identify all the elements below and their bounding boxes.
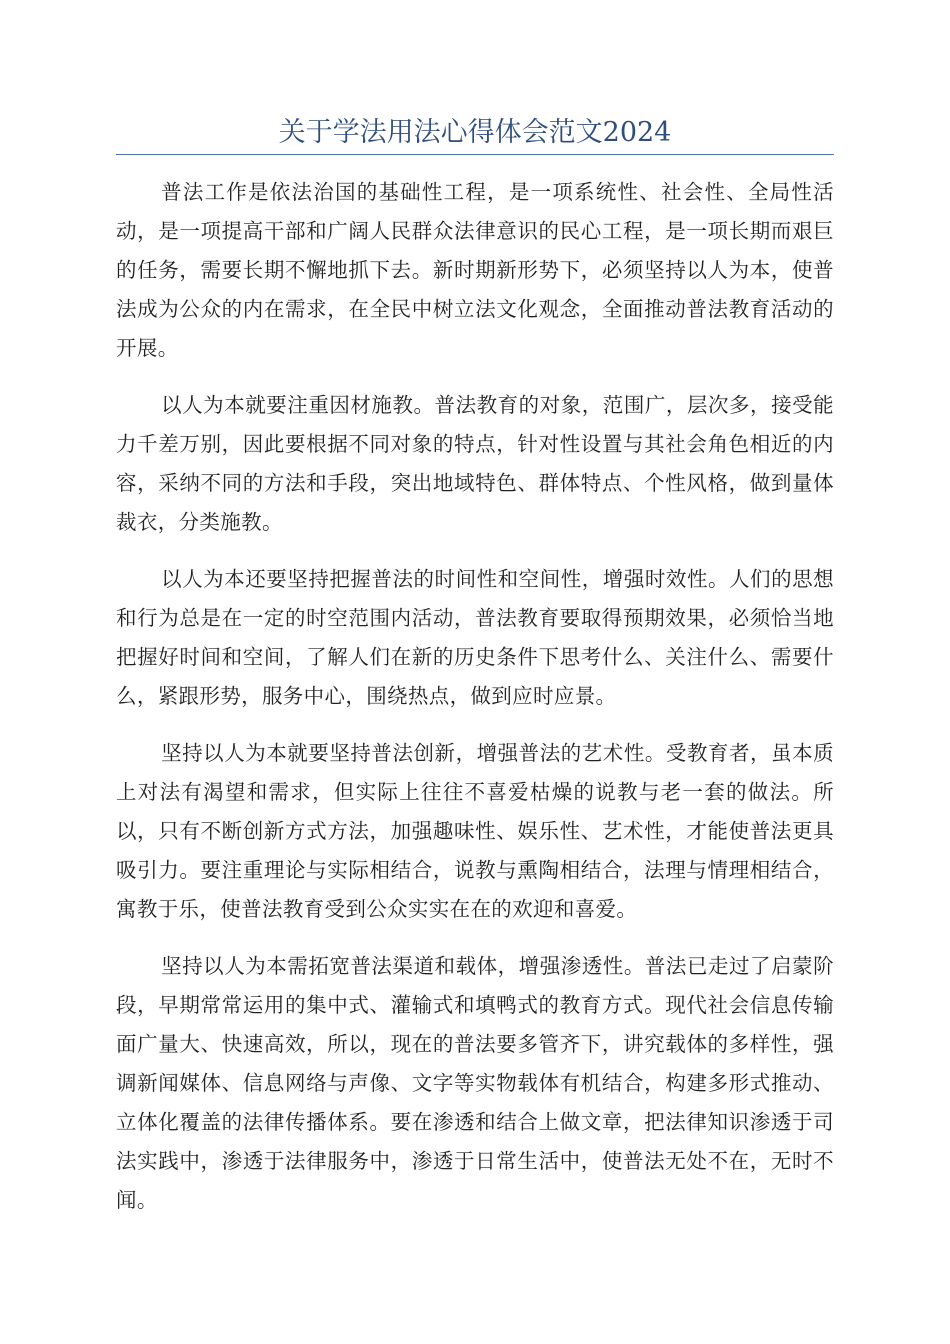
document-title: 关于学法用法心得体会范文2024 — [278, 117, 672, 148]
paragraph-5: 坚持以人为本需拓宽普法渠道和载体，增强渗透性。普法已走过了启蒙阶段，早期常常运用的集中式、灌输式和填鸭式的教育方式。现代社会信息传输面广量大、快速高效，所以，现在的普法要多管齐下，讲究载体的多样性，强调新闻媒体、信息网络与声像、文字等实物载体有机结合，构建多形式推动、立体化覆盖的法律传播体系。要在渗透和结合上做文章，把法律知识渗透于司法实践中，渗透于法律服务中，渗透于日常生活中，使普法无处不在，无时不闻。 — [116, 954, 834, 1212]
paragraph-1: 普法工作是依法治国的基础性工程，是一项系统性、社会性、全局性活动，是一项提高干部和广阔人民群众法律意识的民心工程，是一项长期而艰巨的任务，需要长期不懈地抓下去。新时期新形势下，必须坚持以人为本，使普法成为公众的内在需求，在全民中树立法文化观念，全面推动普法教育活动的开展。 — [116, 180, 834, 360]
document-body — [116, 173, 834, 1238]
title-underline — [116, 154, 834, 155]
paragraph-3: 以人为本还要坚持把握普法的时间性和空间性，增强时效性。人们的思想和行为总是在一定的时空范围内活动，普法教育要取得预期效果，必须恰当地把握好时间和空间，了解人们在新的历史条件下思考什么、关注什么、需要什么，紧跟形势，服务中心，围绕热点，做到应时应景。 — [116, 567, 834, 708]
paragraph-4: 坚持以人为本就要坚持普法创新，增强普法的艺术性。受教育者，虽本质上对法有渴望和需求，但实际上往往不喜爱枯燥的说教与老一套的做法。所以，只有不断创新方式方法，加强趣味性、娱乐性、艺术性，才能使普法更具吸引力。要注重理论与实际相结合，说教与熏陶相结合，法理与情理相结合，寓教于乐，使普法教育受到公众实实在在的欢迎和喜爱。 — [116, 741, 834, 921]
paragraph-2: 以人为本就要注重因材施教。普法教育的对象，范围广，层次多，接受能力千差万别，因此要根据不同对象的特点，针对性设置与其社会角色相近的内容，采纳不同的方法和手段，突出地域特色、群体特点、个性风格，做到量体裁衣，分类施教。 — [116, 393, 834, 534]
